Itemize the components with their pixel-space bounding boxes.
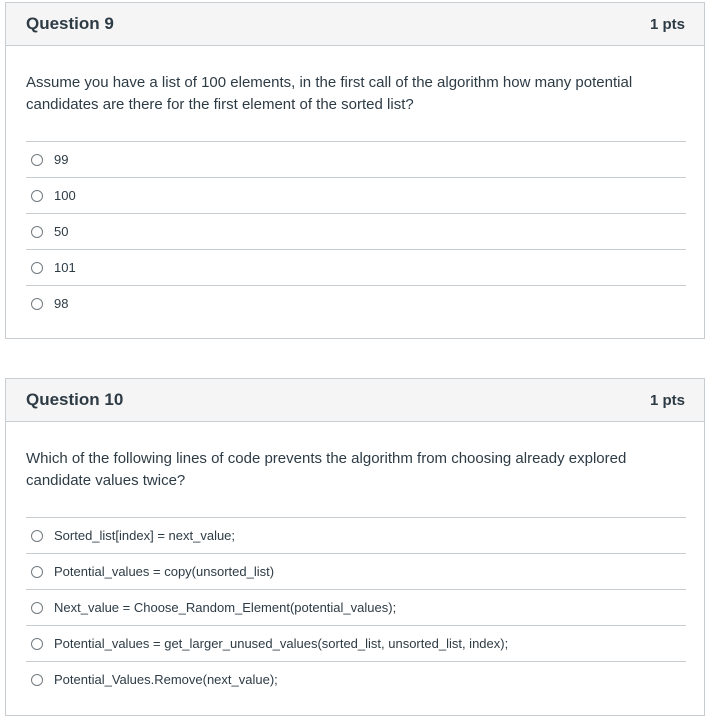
question-text-line: candidate values twice? bbox=[26, 472, 186, 489]
answer-label: Potential_Values.Remove(next_value); bbox=[54, 672, 278, 687]
question-text bbox=[6, 72, 704, 116]
answer-label: 101 bbox=[54, 260, 76, 275]
question-points: 1 pts bbox=[649, 15, 685, 33]
radio-button[interactable] bbox=[31, 638, 43, 650]
radio-button[interactable] bbox=[31, 262, 43, 274]
answer-option[interactable] bbox=[26, 285, 686, 321]
answer-label: Sorted_list[index] = next_value; bbox=[54, 528, 236, 543]
answer-option[interactable] bbox=[26, 589, 686, 625]
radio-button[interactable] bbox=[31, 602, 43, 614]
question-text bbox=[6, 448, 704, 492]
question-header bbox=[6, 3, 704, 46]
question-points: 1 pts bbox=[649, 391, 685, 409]
question-text-line: Which of the following lines of code prevents the algorithm from choosing already explored bbox=[26, 450, 627, 467]
answer-label: 100 bbox=[54, 188, 76, 203]
radio-button[interactable] bbox=[31, 154, 43, 166]
answer-label: Potential_values = get_larger_unused_values(sorted_list, unsorted_list, index); bbox=[54, 636, 509, 651]
answer-list bbox=[26, 141, 686, 321]
answer-label: Next_value = Choose_Random_Element(potential_values); bbox=[54, 600, 397, 615]
question-text-line: Assume you have a list of 100 elements, in the first call of the algorithm how many potential bbox=[26, 74, 633, 91]
answer-label: 50 bbox=[54, 224, 69, 239]
question-title: Question 9 bbox=[26, 14, 114, 33]
radio-button[interactable] bbox=[31, 226, 43, 238]
question-10-card bbox=[5, 378, 705, 716]
answer-option[interactable] bbox=[26, 177, 686, 213]
answer-option[interactable] bbox=[26, 625, 686, 661]
answer-option[interactable] bbox=[26, 141, 686, 177]
answer-option[interactable] bbox=[26, 213, 686, 249]
answer-label: Potential_values = copy(unsorted_list) bbox=[54, 564, 275, 579]
question-header bbox=[6, 379, 704, 422]
answer-label: 99 bbox=[54, 152, 69, 167]
radio-button[interactable] bbox=[31, 298, 43, 310]
answer-option[interactable] bbox=[26, 517, 686, 553]
question-title: Question 10 bbox=[26, 390, 124, 409]
question-9-card bbox=[5, 2, 705, 339]
answer-option[interactable] bbox=[26, 249, 686, 285]
answer-label: 98 bbox=[54, 296, 69, 311]
question-text-line: candidates are there for the first element of the sorted list? bbox=[26, 96, 414, 113]
radio-button[interactable] bbox=[31, 674, 43, 686]
answer-list bbox=[26, 517, 686, 697]
radio-button[interactable] bbox=[31, 566, 43, 578]
radio-button[interactable] bbox=[31, 530, 43, 542]
answer-option[interactable] bbox=[26, 553, 686, 589]
answer-option[interactable] bbox=[26, 661, 686, 697]
radio-button[interactable] bbox=[31, 190, 43, 202]
